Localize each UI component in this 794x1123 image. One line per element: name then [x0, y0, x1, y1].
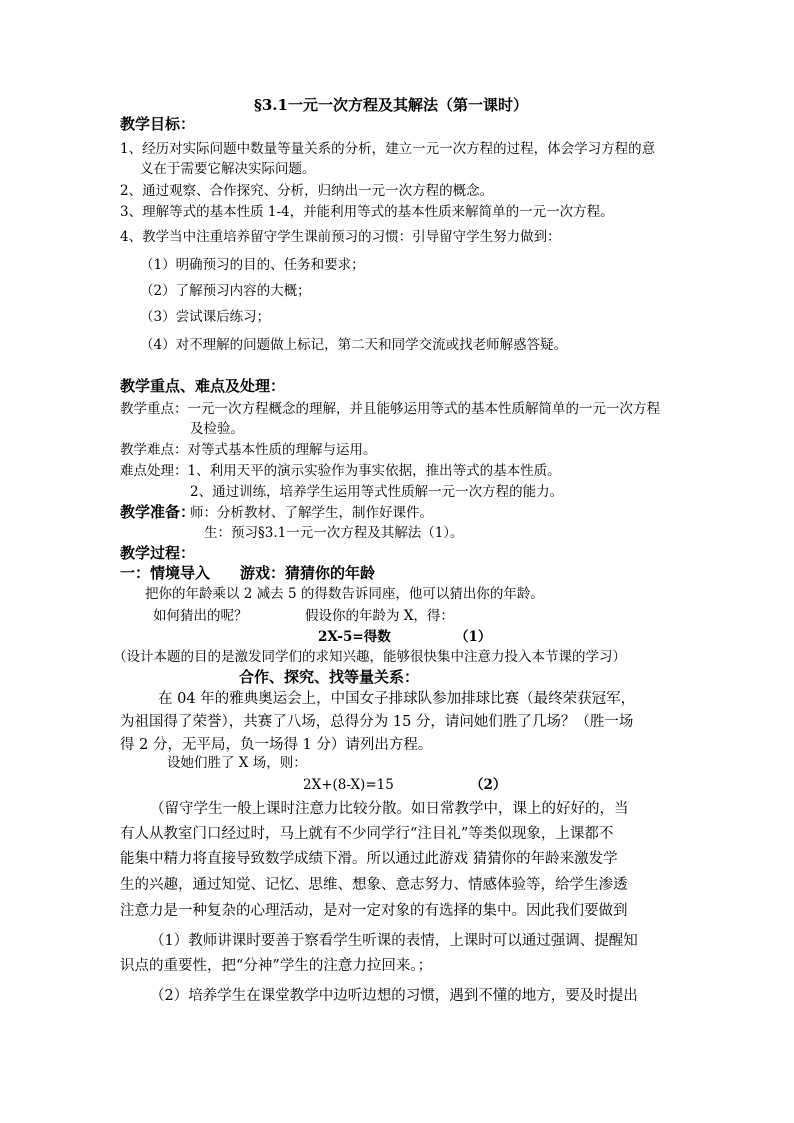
- equation-2-number: （2）: [470, 777, 507, 793]
- objective-3: 3、理解等式的基本性质 1-4，并能利用等式的基本性质来解简单的一元一次方程。: [120, 204, 614, 220]
- volleyball-problem-line3: 得 2 分，无平局，负一场得 1 分）请列出方程。: [120, 737, 433, 753]
- objectives-heading: 教学目标：: [120, 115, 196, 133]
- strategy-1-line2: 识点的重要性，把“分神”学生的注意力拉回来。；: [120, 958, 433, 974]
- keypoints-heading: 教学重点、难点及处理：: [120, 377, 286, 395]
- strategy-2-line1: （2）培养学生在课堂教学中边听边想的习惯，遇到不懂的地方，要及时提出: [150, 988, 638, 1004]
- objective-1-line1: 1、经历对实际问题中数量等量关系的分析，建立一元一次方程的过程，体会学习方程的意: [120, 141, 656, 157]
- left-behind-para-line4: 生的兴趣，通过知觉、记忆、思维、想象、意志努力、情感体验等，给学生渗透: [120, 877, 628, 893]
- game-assumption: 假设你的年龄为 X，得：: [305, 608, 454, 624]
- section-1-heading: 一：情境导入 游戏：猜猜你的年龄: [120, 564, 376, 582]
- objective-4: 4、教学当中注重培养留守学生课前预习的习惯：引导留守学生努力做到：: [120, 229, 561, 245]
- objective-2: 2、通过观察、合作探究、分析，归纳出一元一次方程的概念。: [120, 183, 494, 199]
- left-behind-para-line3: 能集中精力将直接导致数学成绩下滑。所以通过此游戏 猜猜你的年龄来激发学: [120, 851, 618, 867]
- strategy-1-line1: （1）教师讲课时要善于察看学生听课的表情，上课时可以通过强调、提醒知: [150, 933, 638, 949]
- objective-4-sub3: （3）尝试课后练习；: [140, 309, 271, 325]
- page-title: §3.1一元一次方程及其解法（第一课时）: [254, 96, 528, 114]
- volleyball-problem-line1: 在 04 年的雅典奥运会上，中国女子排球队参加排球比赛（最终荣获冠军，: [158, 691, 636, 707]
- preparation-heading: 教学准备：: [120, 503, 196, 521]
- volleyball-problem-line2: 为祖国得了荣誉），共赛了八场，总得分为 15 分，请问她们胜了几场？（胜一场: [120, 714, 634, 730]
- process-heading: 教学过程：: [120, 544, 196, 562]
- volleyball-assumption: 设她们胜了 X 场，则：: [167, 755, 307, 771]
- equation-1: 2X-5=得数: [318, 629, 391, 645]
- preparation-teacher: 师：分析教材、了解学生，制作好课件。: [190, 505, 433, 521]
- equation-1-number: （1）: [455, 629, 492, 645]
- preparation-student: 生：预习§3.1一元一次方程及其解法（1）。: [204, 525, 464, 541]
- difficulty-handling-1: 难点处理：1、利用天平的演示实验作为事实依据，推出等式的基本性质。: [120, 463, 561, 479]
- game-question: 如何猜出的呢？: [153, 608, 248, 624]
- teaching-focus-line2: 及检验。: [190, 421, 244, 437]
- left-behind-para-line1: （留守学生一般上课时注意力比较分散。如日常教学中，课上的好好的，当: [150, 801, 629, 817]
- teaching-difficulty: 教学难点：对等式基本性质的理解与运用。: [120, 442, 377, 458]
- objective-4-sub4: （4）对不理解的问题做上标记，第二天和同学交流或找老师解惑答疑。: [140, 337, 568, 353]
- teaching-focus-line1: 教学重点：一元一次方程概念的理解，并且能够运用等式的基本性质解简单的一元一次方程: [120, 401, 660, 417]
- objective-4-sub2: （2）了解预习内容的大概；: [140, 283, 311, 299]
- objective-4-sub1: （1）明确预习的目的、任务和要求；: [140, 257, 365, 273]
- objective-1-line2: 义在于需要它解决实际问题。: [140, 161, 316, 177]
- difficulty-handling-2: 2、通过训练，培养学生运用等式性质解一元一次方程的能力。: [190, 484, 564, 500]
- design-note: （设计本题的目的是激发同学们的求知兴趣，能够很快集中注意力投入本节课的学习）: [113, 649, 626, 665]
- section-2-heading: 合作、探究、找等量关系：: [239, 668, 420, 686]
- left-behind-para-line2: 有人从教室门口经过时，马上就有不少同学行“注目礼”等类似现象，上课都不: [120, 826, 614, 842]
- left-behind-para-line5: 注意力是一种复杂的心理活动，是对一定对象的有选择的集中。因此我们要做到: [120, 903, 628, 919]
- equation-2: 2X+(8-X)=15: [303, 777, 394, 793]
- game-instruction: 把你的年龄乘以 2 减去 5 的得数告诉同座，他可以猜出你的年龄。: [145, 586, 544, 602]
